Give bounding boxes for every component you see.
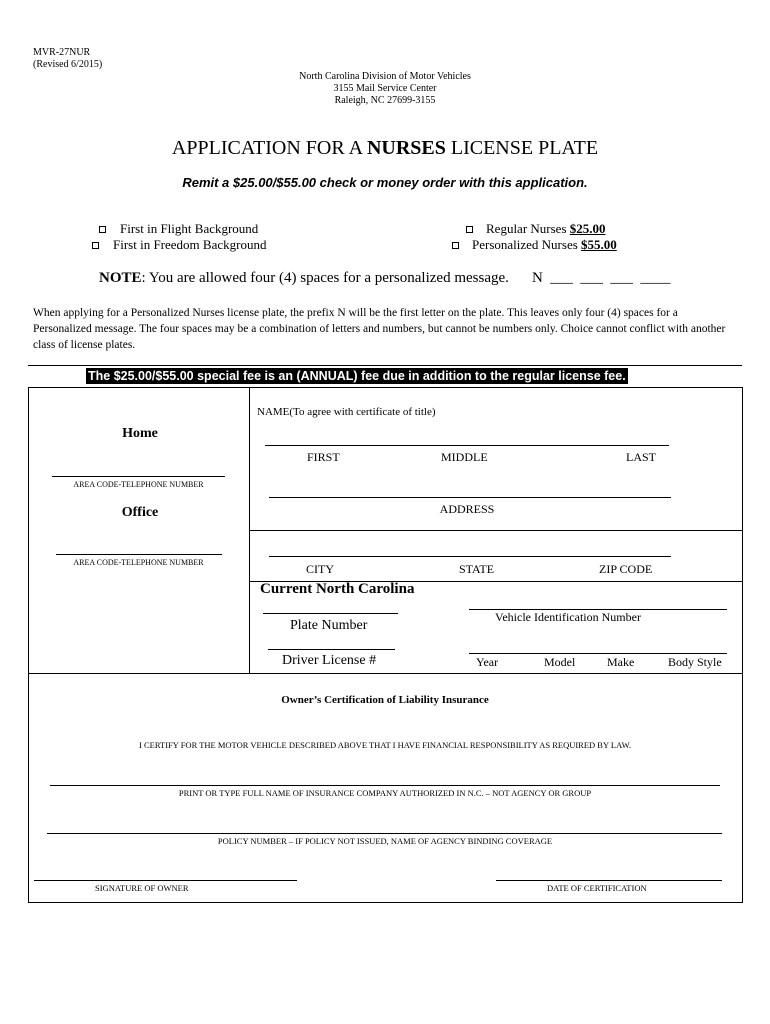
fee-banner: The $25.00/$55.00 special fee is an (ANNUAL) fee due in addition to the regular license fee.: [88, 369, 626, 383]
owner-signature-field[interactable]: [34, 880, 297, 881]
home-phone-caption: AREA CODE-TELEPHONE NUMBER: [73, 480, 204, 489]
make-caption: Make: [607, 655, 635, 669]
policy-number-caption: POLICY NUMBER – IF POLICY NOT ISSUED, NAME OF AGENCY BINDING COVERAGE: [217, 836, 553, 846]
home-phone-field[interactable]: [52, 476, 225, 477]
zip-caption: ZIP CODE: [599, 562, 653, 576]
insurance-company-field[interactable]: [50, 785, 720, 786]
office-label: Office: [121, 505, 159, 520]
option-personalized-nurses: Personalized Nurses $55.00: [472, 237, 617, 252]
agency-address-line1: 3155 Mail Service Center: [333, 83, 437, 94]
plate-number-field[interactable]: [263, 613, 398, 614]
vehicle-details-field[interactable]: [469, 653, 727, 654]
policy-number-field[interactable]: [47, 833, 722, 834]
agency-name: North Carolina Division of Motor Vehicles: [299, 71, 471, 82]
insurance-company-caption: PRINT OR TYPE FULL NAME OF INSURANCE COMPANY AUTHORIZED IN N.C. – NOT AGENCY OR GROUP: [178, 788, 592, 798]
checkbox-first-in-freedom[interactable]: [92, 242, 99, 249]
address-field[interactable]: [269, 497, 671, 498]
name-heading: NAME(To agree with certificate of title): [257, 406, 436, 418]
form-code: MVR-27NUR: [33, 47, 91, 58]
vin-caption: Vehicle Identification Number: [495, 610, 641, 624]
driver-license-caption: Driver License #: [282, 653, 377, 668]
model-caption: Model: [544, 655, 576, 669]
date-caption: DATE OF CERTIFICATION: [547, 883, 647, 893]
driver-license-field[interactable]: [268, 649, 395, 650]
checkbox-first-in-flight[interactable]: [99, 226, 106, 233]
option-first-in-freedom: First in Freedom Background: [113, 237, 267, 252]
signature-caption: SIGNATURE OF OWNER: [95, 883, 189, 893]
body-style-caption: Body Style: [668, 655, 722, 669]
insurance-heading: Owner’s Certification of Liability Insurance: [281, 694, 489, 706]
note-text: NOTE: You are allowed four (4) spaces for a personalized message.: [99, 270, 509, 286]
home-label: Home: [122, 426, 158, 441]
remit-instruction: Remit a $25.00/$55.00 check or money order with this application.: [182, 175, 588, 190]
address-caption: ADDRESS: [439, 502, 495, 516]
plate-number-caption: Plate Number: [290, 618, 368, 633]
option-first-in-flight: First in Flight Background: [120, 221, 259, 236]
personalized-message-field[interactable]: N ___ ___ ___ ____: [532, 270, 671, 286]
instructions-paragraph: When applying for a Personalized Nurses license plate, the prefix N will be the first letter on the plate. This leaves only four (4) spaces for a Personalized message. The four spaces may be a combination of letters and numbers, but cannot be numbers only. Choice cannot conflict with another class of license plates.: [33, 307, 726, 351]
banner-top-rule: [28, 365, 742, 366]
certification-date-field[interactable]: [496, 880, 722, 881]
office-phone-caption: AREA CODE-TELEPHONE NUMBER: [73, 558, 204, 567]
city-caption: CITY: [306, 562, 334, 576]
option-regular-nurses: Regular Nurses $25.00: [486, 221, 606, 236]
revision-date: (Revised 6/2015): [33, 59, 103, 70]
page-title: APPLICATION FOR A NURSES LICENSE PLATE: [171, 137, 599, 159]
first-name-caption: FIRST: [307, 450, 340, 464]
last-name-caption: LAST: [626, 450, 656, 464]
certification-statement: I CERTIFY FOR THE MOTOR VEHICLE DESCRIBED ABOVE THAT I HAVE FINANCIAL RESPONSIBILITY AS REQUIRED BY LAW.: [139, 740, 631, 750]
city-state-zip-field[interactable]: [269, 556, 671, 557]
middle-name-caption: MIDDLE: [441, 450, 488, 464]
name-field[interactable]: [265, 445, 669, 446]
address-row-rule: [249, 530, 742, 531]
checkbox-personalized-nurses[interactable]: [452, 242, 459, 249]
checkbox-regular-nurses[interactable]: [466, 226, 473, 233]
state-caption: STATE: [459, 562, 495, 576]
current-nc-heading: Current North Carolina: [260, 581, 415, 597]
year-caption: Year: [476, 655, 499, 669]
agency-address-line2: Raleigh, NC 27699-3155: [334, 95, 436, 106]
office-phone-field[interactable]: [56, 554, 222, 555]
